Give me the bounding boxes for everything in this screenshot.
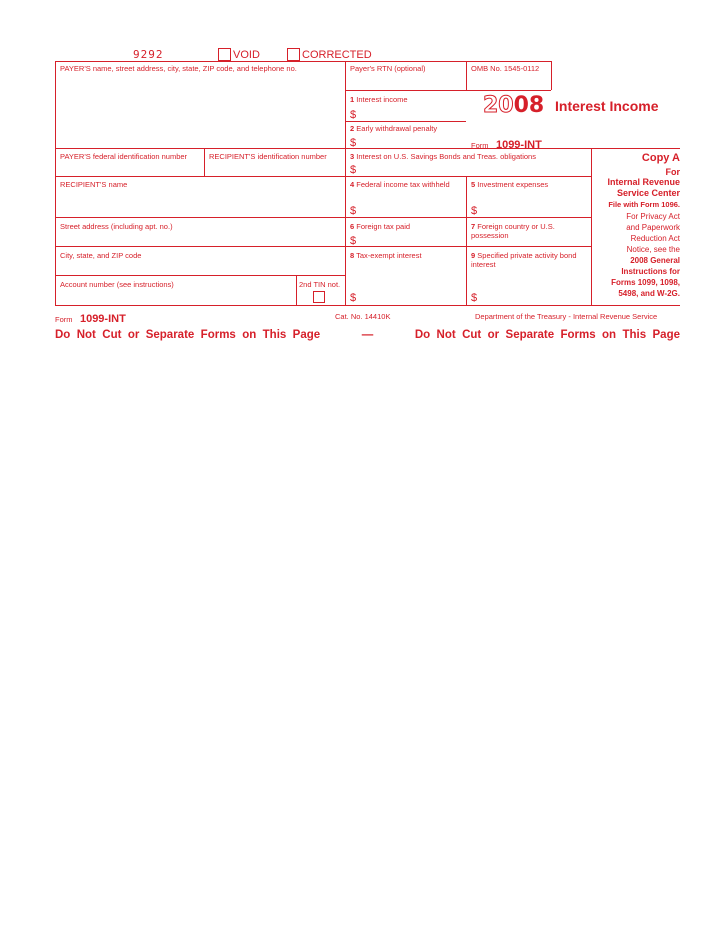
grid-line-bottom	[55, 305, 680, 306]
void-label: VOID	[233, 49, 260, 61]
box6-label	[350, 222, 410, 231]
general-1: 2008 General	[630, 256, 680, 265]
payer-fed-id-field[interactable]	[56, 162, 202, 175]
grid-line-row4	[55, 217, 591, 218]
year-prefix: 20	[483, 93, 514, 118]
box4-input[interactable]	[360, 203, 464, 216]
grid-line-rtn	[345, 90, 466, 91]
box3-label	[350, 152, 536, 161]
street-field[interactable]	[56, 232, 344, 245]
box7-num: 7	[471, 222, 476, 231]
grid-line-row5	[55, 246, 591, 247]
file-with: File with Form 1096.	[608, 200, 680, 209]
city-label: City, state, and ZIP code	[60, 251, 142, 260]
privacy-4: Notice, see the	[626, 245, 680, 254]
account-field[interactable]	[56, 290, 294, 304]
box2-text: Early withdrawal penalty	[356, 124, 438, 133]
grid-line-mid	[345, 61, 346, 305]
box8-text: Tax-exempt interest	[356, 251, 422, 260]
box9-text: Specified private activity bond interest	[471, 251, 577, 269]
street-label: Street address (including apt. no.)	[60, 222, 173, 231]
box5-dollar: $	[471, 205, 478, 217]
city-field[interactable]	[56, 261, 344, 274]
box3-dollar: $	[350, 164, 357, 176]
grid-line-box1	[345, 121, 466, 122]
recipient-name-field[interactable]	[56, 191, 344, 216]
grid-line-tin	[296, 275, 297, 305]
box5-label	[471, 180, 548, 189]
payer-fed-id-label: PAYER'S federal identification number	[60, 152, 188, 161]
box8-label	[350, 251, 422, 260]
do-not-cut-banner	[55, 329, 680, 341]
general-3: Forms 1099, 1098,	[611, 278, 680, 287]
grid-line-row3	[55, 176, 591, 177]
box4-dollar: $	[350, 205, 357, 217]
do-not-cut-left: Do Not Cut or Separate Forms on This Page	[55, 329, 321, 341]
form-name-bottom	[55, 309, 126, 327]
payer-rtn-label: Payer's RTN (optional)	[350, 64, 426, 73]
irs-center-1: Internal Revenue	[607, 177, 680, 187]
box2-label	[350, 124, 437, 133]
form-word-top: Form	[471, 141, 489, 150]
box8-dollar: $	[350, 292, 357, 304]
box6-num: 6	[350, 222, 355, 231]
form-number-bottom: 1099-INT	[79, 313, 126, 325]
account-label: Account number (see instructions)	[60, 280, 174, 289]
grid-line-top	[55, 61, 551, 62]
payer-name-field[interactable]	[56, 75, 344, 147]
tax-year	[483, 92, 544, 118]
payer-name-label: PAYER'S name, street address, city, state, ZIP code, and telephone no.	[60, 64, 297, 73]
recipient-id-field[interactable]	[205, 162, 343, 175]
privacy-2: and Paperwork	[626, 223, 680, 232]
general-2: Instructions for	[621, 267, 680, 276]
box8-input[interactable]	[360, 290, 464, 304]
copy-a-panel	[592, 152, 680, 299]
grid-line-row6	[55, 275, 345, 276]
void-checkbox[interactable]	[218, 48, 231, 61]
copy-a-title: Copy A	[641, 152, 680, 164]
do-not-cut-dash: —	[361, 329, 374, 341]
copy-a-for: For	[665, 167, 680, 177]
privacy-1: For Privacy Act	[626, 212, 680, 221]
dept-label: Department of the Treasury - Internal Revenue Service	[475, 312, 658, 321]
box9-label	[471, 251, 583, 269]
grid-line-right2	[551, 61, 552, 90]
box4-text: Federal income tax withheld	[356, 180, 450, 189]
recipient-id-label: RECIPIENT'S identification number	[209, 152, 327, 161]
grid-line-omb	[466, 90, 551, 91]
omb-label: OMB No. 1545-0112	[471, 64, 540, 73]
recipient-name-label: RECIPIENT'S name	[60, 180, 128, 189]
box1-input[interactable]	[360, 107, 464, 120]
grid-line-row2	[55, 148, 680, 149]
box8-num: 8	[350, 251, 355, 260]
tin-label: 2nd TIN not.	[299, 280, 341, 289]
box2-num: 2	[350, 124, 355, 133]
irs-center-2: Service Center	[616, 188, 680, 198]
box1-num: 1	[350, 95, 355, 104]
box2-dollar: $	[350, 137, 357, 149]
box5-input[interactable]	[481, 203, 589, 216]
box4-num: 4	[350, 180, 355, 189]
corrected-checkbox[interactable]	[287, 48, 300, 61]
grid-line-right	[466, 61, 467, 90]
box3-num: 3	[350, 152, 355, 161]
form-name-top	[471, 135, 542, 153]
privacy-3: Reduction Act	[630, 234, 680, 243]
box7-label	[471, 222, 581, 240]
form-word-bottom: Form	[55, 315, 73, 324]
box1-dollar: $	[350, 109, 357, 121]
form-number-top: 1099-INT	[495, 139, 542, 151]
form-title: Interest Income	[555, 98, 659, 114]
box6-dollar: $	[350, 235, 357, 247]
box3-input[interactable]	[360, 162, 589, 175]
box1-label	[350, 95, 408, 104]
box4-label	[350, 180, 450, 189]
box2-input[interactable]	[360, 135, 464, 147]
box7-text: Foreign country or U.S. possession	[471, 222, 555, 240]
box9-dollar: $	[471, 292, 478, 304]
box1-text: Interest income	[356, 95, 408, 104]
box5-text: Investment expenses	[477, 180, 549, 189]
year-suffix: 08	[513, 93, 545, 118]
box6-text: Foreign tax paid	[356, 222, 411, 231]
box9-input[interactable]	[481, 290, 589, 304]
tin-checkbox[interactable]	[313, 291, 325, 303]
box9-num: 9	[471, 251, 476, 260]
corrected-label: CORRECTED	[302, 49, 372, 61]
box6-input[interactable]	[360, 233, 464, 245]
grid-line-col5	[466, 176, 467, 305]
box5-num: 5	[471, 180, 476, 189]
form-code: 9292	[133, 48, 164, 61]
do-not-cut-right: Do Not Cut or Separate Forms on This Page	[414, 329, 680, 341]
box3-text: Interest on U.S. Savings Bonds and Treas. obligations	[356, 152, 536, 161]
general-4: 5498, and W-2G.	[618, 289, 680, 298]
cat-no: Cat. No. 14410K	[335, 312, 391, 321]
